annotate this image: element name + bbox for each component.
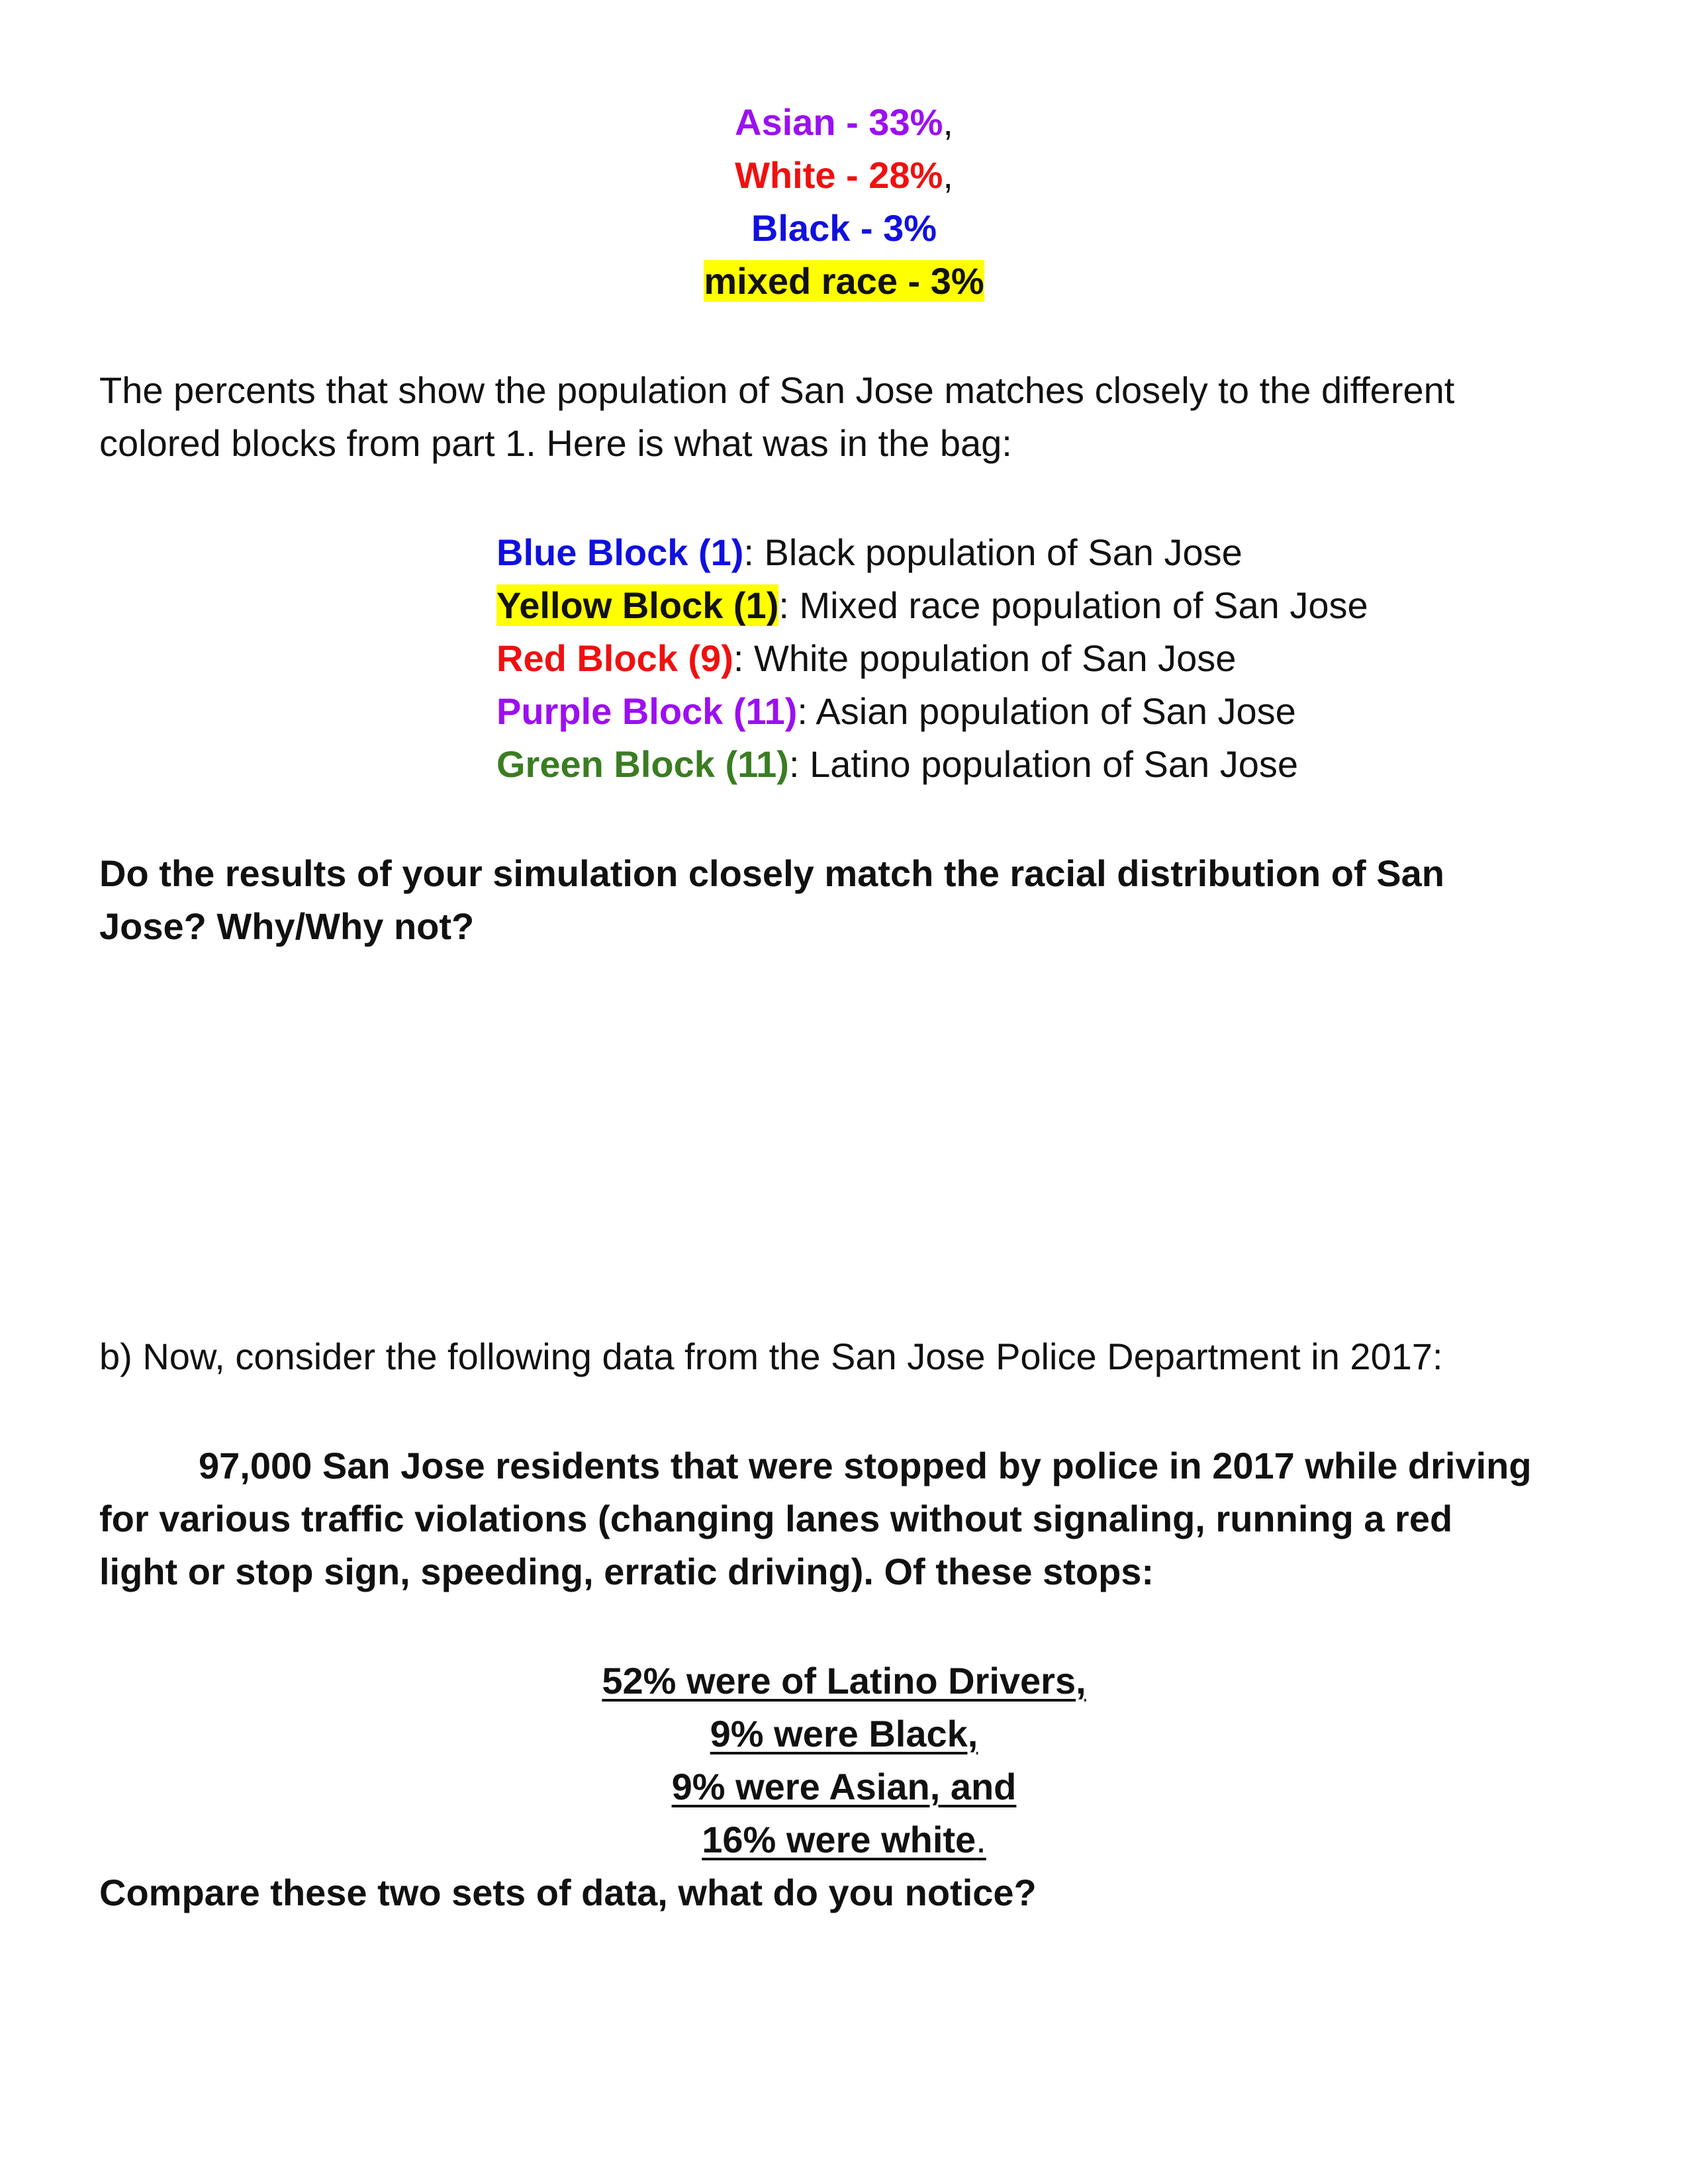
stat-white	[0, 149, 1688, 202]
stop-black	[0, 1707, 1688, 1760]
stop-asian-text: 9% were Asian, and	[671, 1766, 1017, 1807]
block-green	[496, 738, 1298, 791]
part-b-intro: b) Now, consider the following data from the San Jose Police Department in 2017:	[99, 1336, 1443, 1377]
block-green-label: Green Block (11)	[496, 743, 789, 785]
stop-white-text: 16% were white	[702, 1819, 976, 1860]
block-red-label: Red Block (9)	[496, 637, 733, 679]
stop-white-period: .	[976, 1819, 986, 1860]
stat-black	[0, 202, 1688, 255]
stop-black-text: 9% were Black,	[710, 1713, 978, 1754]
stat-asian-label: Asian - 33%	[735, 101, 943, 143]
stop-white	[0, 1813, 1688, 1866]
intro-line-2: colored blocks from part 1. Here is what was in the bag:	[99, 422, 1012, 464]
block-red-desc: : White population of San Jose	[733, 637, 1237, 679]
block-purple	[496, 685, 1296, 738]
block-green-desc: : Latino population of San Jose	[788, 743, 1298, 785]
stat-white-label: White - 28%	[735, 154, 943, 196]
stat-asian	[0, 96, 1688, 149]
question-2: Compare these two sets of data, what do you notice?	[99, 1872, 1037, 1913]
block-blue-label: Blue Block (1)	[496, 531, 744, 573]
stop-latino-text: 52% were of Latino Drivers,	[602, 1660, 1086, 1702]
stop-asian	[0, 1760, 1688, 1813]
block-blue	[496, 526, 1243, 579]
stat-asian-comma: ,	[943, 101, 953, 143]
question-1-line-1: Do the results of your simulation closely match the racial distribution of San	[99, 852, 1444, 894]
stop-latino	[0, 1655, 1688, 1707]
question-1-line-2: Jose? Why/Why not?	[99, 905, 475, 947]
stat-white-comma: ,	[943, 154, 953, 196]
block-purple-desc: : Asian population of San Jose	[797, 690, 1296, 732]
part-b-para-line-2: for various traffic violations (changing lanes without signaling, running a red	[99, 1498, 1453, 1539]
part-b-para-line-1: 97,000 San Jose residents that were stopped by police in 2017 while driving	[199, 1445, 1532, 1486]
stat-black-label: Black - 3%	[751, 207, 937, 249]
block-yellow-desc: : Mixed race population of San Jose	[778, 584, 1368, 626]
stat-mixed	[0, 255, 1688, 308]
block-yellow	[496, 579, 1368, 632]
block-red	[496, 632, 1236, 685]
stat-mixed-label: mixed race - 3%	[704, 260, 984, 302]
block-blue-desc: : Black population of San Jose	[743, 531, 1243, 573]
block-yellow-label: Yellow Block (1)	[496, 584, 779, 626]
part-b-para-line-3: light or stop sign, speeding, erratic driving). Of these stops:	[99, 1551, 1154, 1592]
block-purple-label: Purple Block (11)	[496, 690, 798, 732]
intro-line-1: The percents that show the population of San Jose matches closely to the different	[99, 369, 1455, 411]
